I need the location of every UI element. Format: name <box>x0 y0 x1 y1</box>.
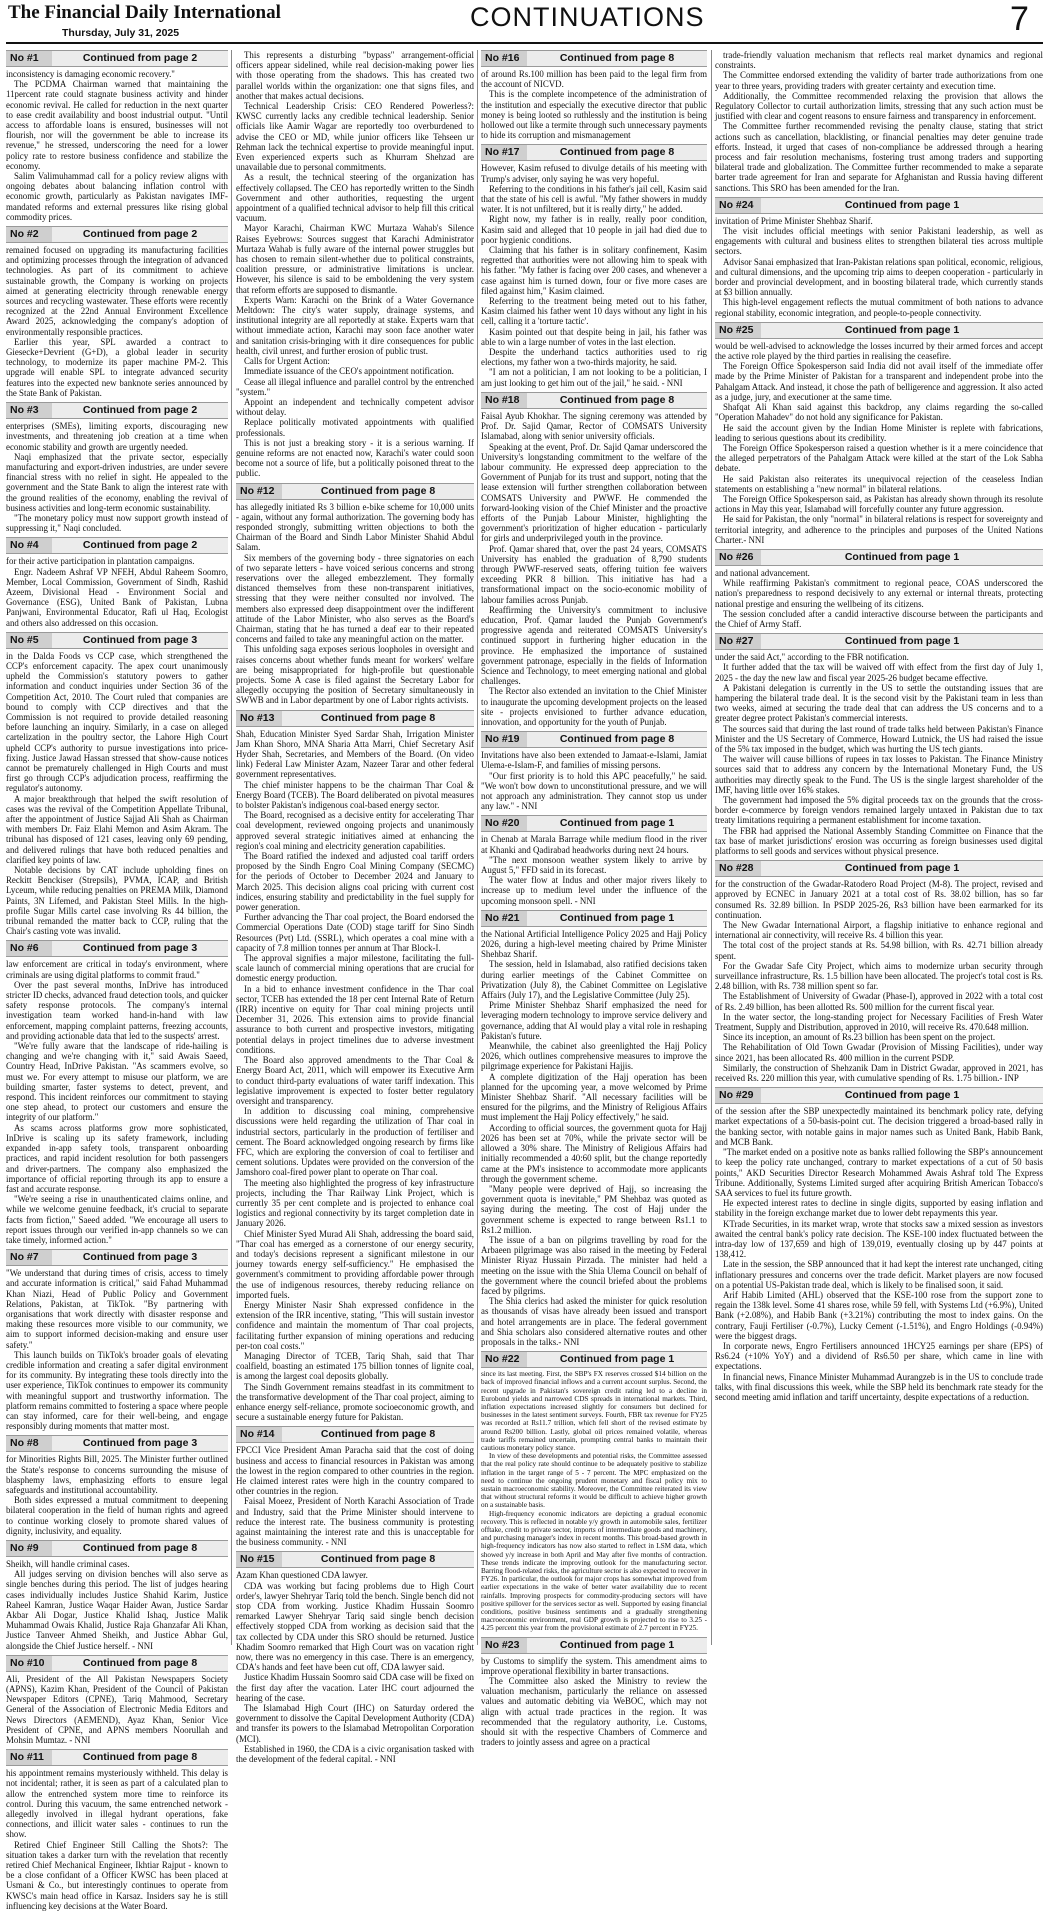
article-paragraph: Immediate issuance of the CEO's appointment notification. <box>244 366 454 377</box>
continuation-header <box>715 322 1043 339</box>
article-continuation <box>481 392 707 727</box>
article-paragraph: Meanwhile, the cabinet also greenlighted the Hajj Policy 2026, which outlines comprehensive measures to improve the pilgrimage experience for Pakistani Hajjis. <box>481 1041 707 1072</box>
column-3 <box>481 50 707 1748</box>
article-continuation <box>6 1655 228 1745</box>
article-paragraph: Established in 1960, the CDA is a civic organisation tasked with the development of the federal capital. - NNI <box>236 1743 474 1765</box>
column-divider <box>711 50 712 1645</box>
continuation-title: Continued from page 8 <box>559 146 675 159</box>
continuation-header <box>236 710 474 727</box>
continuation-title: Continued from page 1 <box>844 198 960 211</box>
continuation-header <box>236 1551 474 1568</box>
article-paragraph: Sheikh, will handle criminal cases. <box>6 1559 130 1569</box>
article-paragraph: has allegedly initiated Rs 3 billion e-bike scheme for 10,000 units - again, without any formal authorization. The governing body has responded strongly, submitting written objections to both the Chairman of the Board and Sindh Labor Minister Shahid Abdul Salam. <box>236 501 474 553</box>
continuation-number: No #27 <box>715 634 761 649</box>
continuation-header <box>715 1087 1043 1104</box>
continuation-title: Continued from page 1 <box>844 550 960 563</box>
article-paragraph: Technical Leadership Crisis: CEO Rendered Powerless?: KWSC currently lacks any credible technical leadership. Senior officials like Aamir Wagar are reportedly too overburdened to advise the CEO or MD, while junior officers like Tehseen ur Rehman lack the technical expertise to provide meaningful input. Even experienced experts such as Khurram Shehzad are unavailable due to personal commitments. <box>236 101 474 173</box>
article-paragraph: for their active participation in plantation campaigns. <box>6 556 195 567</box>
article-paragraph: This high-level engagement reflects the mutual commitment of both nations to advance regional stability, economic integration, and people-to-people connectivity. <box>715 297 1043 318</box>
column-1 <box>6 50 228 1911</box>
article-continuation <box>6 940 228 1245</box>
article-paragraph: Over the past several months, InDrive has introduced stricter ID checks, advanced fraud detection tools, and quicker safety response protocols. The company's internal investigation team worked hand-in-hand with law enforcement, mapping complaint patterns, freezing accounts, and providing actionable data that led to the suspects' arrest. <box>6 979 228 1041</box>
article-paragraph: While reaffirming Pakistan's commitment to regional peace, COAS underscored the nation's preparedness to respond decisively to any external or internal threats, protecting national prestige and ensuring the wellbeing of its citizens. <box>715 578 1043 609</box>
article-paragraph: for Minorities Rights Bill, 2025. The Minister further outlined the State's response to concerns surrounding the misuse of blasphemy laws, emphasizing efforts to ensure legal safeguards and institutional accountability. <box>6 1454 228 1495</box>
continuation-header <box>6 1249 228 1266</box>
continuation-header <box>715 549 1043 566</box>
continuation-header <box>6 632 228 649</box>
continuation-title: Continued from page 3 <box>82 942 198 955</box>
article-paragraph: FPCCI Vice President Aman Paracha said that the cost of doing business and access to financial resources in Pakistan was among the lowest in the region compared to other countries in the region. He claimed interest rates were high in the country compared to other countries in the region. <box>236 1445 474 1497</box>
article-paragraph: Engr. Nadeem Ashraf VP NFEH, Abdul Raheem Soomro, Member, Local Commission, Government of Sindh, Rashid Azeem, Divisional Head - Environment Social and Governance (ESG), United Bank of Pakistan, Lubna Panjwani, Environmental Educator, Rafi ul Haq, Ecologist and others also addressed on this occasion. <box>6 566 228 628</box>
article-paragraph: This launch builds on TikTok's broader goals of elevating credible information and creating a safer digital environment for its community. By integrating these tools directly into the user experience, TikTok continues to empower its community with meaningful support and trustworthy information. The platform remains committed to fostering a space where people can stay informed, care for their well-being, and engage responsibly during moments that matter most. <box>6 1349 228 1432</box>
continuation-header <box>6 1655 228 1672</box>
article-continuation <box>6 632 228 937</box>
article-paragraph: In addition to discussing coal mining, comprehensive discussions were held regarding the utilization of Thar coal in industrial sectors, particularly in the production of fertiliser and cement. The Board acknowledged ongoing research by firms like FFC, which are exploring the conversion of coal to fertiliser and cement solutions. Updates were provided on the conversion of the Jamshoro coal-fired power plant to operate on Thar coal. <box>236 1106 474 1178</box>
article-paragraph: Reaffirming the University's commitment to inclusive education, Prof. Qamar lauded the Punjab Government's progressive agenda and reiterated COMSATS University's continued support in furthering higher education in the province. He emphasized the importance of sustained government patronage, especially in the fields of Information Science and Technology, to meet emerging national and global challenges. <box>481 604 707 687</box>
article-paragraph: "I am not a politician, I am not looking to be a politician, I am just looking to get him out of the jail," he said. - NNI <box>481 367 707 388</box>
continuation-header <box>715 860 1043 877</box>
article-paragraph: This represents a disturbing "bypass" arrangement-official officers appear sidelined, while real decision-making power lies with those operating from the shadows. This has created two parallel worlds within the organization: one that signs files, and another that makes actual decisions. <box>236 50 474 101</box>
article-paragraph: The sources said that during the last round of trade talks held between Pakistan's Finance Minister and the US Secretary of Commerce, Howard Lutnick, the US had raised the issue of the 5% tax imposed in the budget, which was hurting the US tech giants. <box>715 723 1043 754</box>
article-paragraph: The FBR had apprised the National Assembly Standing Committee on Finance that the tax base of market jurisdictions' erosion was occurring as foreign businesses used digital platforms to sell goods and services without physical presence. <box>715 825 1043 857</box>
continuation-number: No #17 <box>481 145 527 160</box>
article-continuation <box>715 50 1043 193</box>
article-paragraph: He said the account given by the Indian Home Minister is replete with fabrications, leading to serious questions about its credibility. <box>715 422 1043 443</box>
article-paragraph: Mayor Karachi, Chairman KWC Murtaza Wahab's Silence Raises Eyebrows: Sources suggest that Karachi Administrator Murtaza Wahab is fully aware of the internal power struggles but has chosen to remain silent-whether due to political constraints, coalition pressure, or administrative limitations is unclear. However, his silence is said to be emboldening the very system that reform efforts are supposed to dismantle. <box>236 223 474 295</box>
continuation-number: No #5 <box>6 633 52 648</box>
article-paragraph: inconsistency is damaging economic recovery." <box>6 69 175 79</box>
continuation-header <box>6 1749 228 1766</box>
article-paragraph: in Chenab at Marala Barrage while medium flood in the river at Khanki and Qadirabad headworks during next 24 hours. <box>481 834 707 855</box>
article-paragraph: the National Artificial Intelligence Policy 2025 and Hajj Policy 2026, during a high-level meeting chaired by Prime Minister Shehbaz Sharif. <box>481 928 707 960</box>
continuation-title: Continued from page 8 <box>559 393 675 406</box>
continuation-number: No #29 <box>715 1088 761 1103</box>
continuation-number: No #6 <box>6 941 52 956</box>
continuation-number: No #25 <box>715 323 761 338</box>
article-continuation <box>715 197 1043 318</box>
column-divider <box>477 50 478 1645</box>
article-paragraph: "Many people were deprived of Hajj, so increasing the government quota is inevitable," PM Shehbaz was quoted as saying during the meeting. The cost of Hajj under the government scheme is expected to range between Rs1.1 to Rs1.2 million. <box>481 1183 707 1235</box>
article-paragraph: For the Gwadar Safe City Project, which aims to modernize urban security through surveillance infrastructure, Rs. 1.5 billion have been allocated. The project's total cost is Rs. 2.48 billion, with Rs. 738 million spent so far. <box>715 960 1043 992</box>
column-4 <box>715 50 1043 1645</box>
article-paragraph: The Establishment of University of Gwadar (Phase-I), approved in 2022 with a total cost of Rs. 2.49 billion, has been allotted Rs. 500 million for the current fiscal year. <box>715 991 1043 1012</box>
article-paragraph: Since its inception, an amount of Rs.23 billion has been spent on the project. <box>723 1032 996 1043</box>
article-paragraph: Faisal Ayub Khokhar. The signing ceremony was attended by Prof. Dr. Sajid Qamar, Rector of COMSATS University Islamabad, along with senior university officials. <box>481 410 707 442</box>
article-paragraph: CDA was working but facing problems due to High Court order's, lawyer Shehryar Tariq told the bench. Single bench did not stop CDA from working. Justice Khadim Hussain Soomro remarked Lawyer Shehryar Tariq said single bench decision effectively stopped CDA from working as decision said that the tax collected by CDA under this SRO should be returned. Justice Khadim Soomro remarked that High Court was on vacation right now, there was no emergency in this case. There is an emergency, CDA's hands and feet have been cut off, CDA lawyer said. <box>236 1580 474 1673</box>
continuation-header <box>6 537 228 554</box>
continuation-title: Continued from page 3 <box>82 1251 198 1264</box>
article-continuation <box>6 537 228 627</box>
article-paragraph: "The next monsoon weather system likely to arrive by August 5," FFD said in its forecast. <box>481 854 707 876</box>
article-paragraph: In financial news, Finance Minister Muhammad Aurangzeb is in the US to conclude trade talks, with final discussions this week, while the SBP held its benchmark rate steady for the second meeting amid inflation and tariff uncertainty, despite expectations of a reduction. <box>715 1371 1043 1402</box>
article-paragraph: Further advancing the Thar coal project, the Board endorsed the Commercial Operations Date (COD) stage tariff for Sino Sindh Resources (Pvt) Ltd. (SSRL), which operates a coal mine with a capacity of 7.8 million tonnes per annum at Thar Block-I. <box>236 912 474 953</box>
continuation-title: Continued from page 8 <box>320 1428 436 1441</box>
continuation-number: No #28 <box>715 861 761 876</box>
article-paragraph: Claiming that his father is in solitary confinement, Kasim regretted that authorities were not allowing him to speak with his father. "My father is facing over 200 cases, and whenever a case against him is turned down, four or five more cases are filed against him," Kasim claimed. <box>481 245 707 296</box>
article-paragraph: The Rector also extended an invitation to the Chief Minister to inaugurate the upcoming development projects on the leased site - projects envisioned to further advance education, innovation, and opportunity for the youth of Punjab. <box>481 686 707 727</box>
article-continuation <box>481 815 707 905</box>
article-paragraph: According to official sources, the government quota for Hajj 2026 has been set at 70%, while the private sector will be allowed a 30% share. The Ministry of Religious Affairs had initially recommended a 40:60 split, but the change reportedly came at the PM's insistence to accommodate more applicants through the government scheme. <box>481 1122 707 1184</box>
article-paragraph: The Foreign Office Spokesperson said, as Pakistan has already shown through its resolute actions in May this year, Islamabad will forcefully counter any future aggression. <box>715 493 1043 515</box>
article-paragraph: Advisor Sanai emphasized that Iran-Pakistan relations span political, economic, religious, and cultural dimensions, and the upcoming trip aims to deepen cooperation - particularly in border and provincial development, and in boosting bilateral trade, which currently stands at $3 billion annually. <box>715 256 1043 298</box>
article-paragraph: law enforcement are critical in today's environment, where criminals are using digital platforms to commit fraud." <box>6 959 228 980</box>
article-paragraph: Notable decisions by CAT include upholding fines on Reckitt Benckiser (Strepsils), PVMA, ICAP, and British Lyceum, while reducing penalties on PREMA Milk, Diamond Paints, 3N Lifemed, and Pakistan Steel Mills. In the high-profile Sugar Mills cartel case involving Rs 44 billion, the tribunal remanded the matter back to CCP, ruling that the Chair's casting vote was invalid. <box>6 865 228 937</box>
article-continuation <box>715 860 1043 1083</box>
article-paragraph: "The market ended on a positive note as banks rallied following the SBP's announcement to keep the policy rate unchanged, contrary to market expectations of a cut of 50 basis points," AKD Securities Director Research Mohammed Awais Ashraf told The Express Tribune. Additionally, Systems Limited surged after acquiring British American Tobacco's SAA services to fuel its future growth. <box>715 1147 1043 1198</box>
article-paragraph: All judges serving on division benches will also serve as single benches during this period. The list of judges hearing cases individually includes Justice Shahid Karim, Justice Raheel Kamran, Justice Waqar Haider Awan, Justice Sardar Akbar Ali Dogar, Justice Khalid Ishaq, Justice Malik Muhammad Owais Khalid, Justice Raja Ghanzafar Ali Khan, Justice Tanveer Ahmed Sheikh, and Justice Abhar Gul, alongside the Chief Justice herself. - NNI <box>6 1569 228 1651</box>
article-paragraph: Faisal Moeez, President of North Karachi Association of Trade and Industry, said that the Prime Minister should intervene to reduce the interest rate. The business community is protesting against maintaining the interest rate and this is unacceptable for the business community. - NNI <box>236 1496 474 1548</box>
article-paragraph: He expected interest rates to decline in single digits, supported by easing inflation and stability in the foreign exchange market due to lower debt repayments this year. <box>715 1198 1043 1219</box>
continuation-header <box>481 1351 707 1368</box>
article-paragraph: In view of these developments and potential risks, the Committee assessed that the real policy rate should continue to be adequately positive to stabilize inflation in the target range of 5 - 7 percent. The MPC emphasized on the need to continue the ongoing prudent monetary and fiscal policy mix to sustain macroeconomic stability. Moreover, the Committee reiterated its view that without structural reforms it would be difficult to achieve higher growth on a sustainable basis. <box>481 1452 707 1510</box>
article-continuation <box>6 402 228 533</box>
article-paragraph: Referring to the conditions in his father's jail cell, Kasim said that the state of his cell is awful. "My father showers in muddy water. It is not unfiltered, but it is really dirty," he added. <box>481 183 707 215</box>
article-paragraph: by Customs to simplify the system. This amendment aims to improve operational flexibility in barter transactions. <box>481 1655 707 1676</box>
article-paragraph: High-frequency economic indicators are depicting a gradual economic recovery. This is reflected in notable y/y growth in automobile sales, fertilizer offtake, credit to private sector, imports of intermediate goods and machinery, and purchasing manager's index in recent months. This broad-based growth in high-frequency indicators has now also started to reflect in LSM data, which showed y/y increase in both April and May after five months of contraction. These trends indicate the improving outlook for the manufacturing sector. Barring flood-related risks, the agriculture sector is also expected to recover in FY26. In particular, the outlook for major crops has somewhat improved from earlier expectations in the wake of better water availability due to recent rainfalls. Improving prospects for commodity-producing sectors will have positive spillover for the services sector as well. Supported by easing financial conditions, positive business sentiments and a gradually strengthening macroeconomic environment, real GDP growth is projected to rise to 3.25 - 4.25 percent this year from the provisional estimate of 2.7 percent in FY25. <box>481 1509 707 1633</box>
article-paragraph: Calls for Urgent Action: <box>244 356 330 367</box>
page-header <box>0 0 1049 44</box>
continuation-title: Continued from page 2 <box>82 228 198 241</box>
article-paragraph: his appointment remains mysteriously withheld. This delay is not incidental; rather, it is seen as part of a calculated plan to allow the entrenched system more time to reinforce its control. During this vacuum, the same entrenched network - allegedly involved in illegal hydrant operations, fake connections, and illicit water sales - continues to run the show. <box>6 1768 228 1840</box>
article-paragraph: and national advancement. <box>715 567 810 578</box>
continuation-title: Continued from page 8 <box>320 711 436 724</box>
continuation-number: No #11 <box>6 1750 52 1765</box>
article-paragraph: Referring to the treatment being meted out to his father, Kasim claimed his father went 10 days without any light in his cell, calling it a 'torture tactic'. <box>481 296 707 327</box>
continuation-title: Continued from page 8 <box>82 1656 198 1669</box>
article-paragraph: remained focused on upgrading its manufacturing facilities and optimizing processes through the integration of advanced technologies. As part of its commitment to achieve sustainable growth, the Company is working on projects aimed at generating electricity through renewable energy sources and recycling wastewater. These efforts were recently recognized at the 22nd Annual Environment Excellence Award 2025, acknowledging the company's adoption of environmentally responsible practices. <box>6 245 228 337</box>
continuation-header <box>6 226 228 243</box>
article-paragraph: Similarly, the construction of Shehzanik Dam in District Gwadar, approved in 2021, has received Rs. 220 million this year, with cumulative spending of Rs. 1.75 billion.- INP <box>715 1062 1043 1084</box>
article-paragraph: A complete digitization of the Hajj operation has been planned for the upcoming year, a move welcomed by Prime Minister Shehbaz Sharif. "All necessary facilities will be ensured for the pilgrims, and the Ministry of Religious Affairs must implement the Hajj Policy effectively," he said. <box>481 1071 707 1123</box>
article-paragraph: trade-friendly valuation mechanism that reflects real market dynamics and regional constraints. <box>715 50 1043 71</box>
continuation-header <box>6 50 228 67</box>
continuation-header <box>481 815 707 832</box>
continuation-header <box>715 633 1043 650</box>
continuation-header <box>481 392 707 409</box>
continuation-number: No #9 <box>6 1541 52 1556</box>
article-paragraph: for the construction of the Gwadar-Ratodero Road Project (M-8). The project, revised and approved by ECNEC in January 2021 at a total cost of Rs. 38.02 billion, has so far consumed Rs. 32.89 billion. In PSDP 2025-26, Rs3 billion have been earmarked for its continuation. <box>715 879 1043 920</box>
article-paragraph: The issue of a ban on pilgrims travelling by road for the Arbaeen pilgrimage was also raised in the meeting by Federal Minister Riyaz Hussain Pirzada. The minister had held a meeting on the issue with the Shia Ulema Council on behalf of the government where the council briefed about the problems faced by pilgrims. <box>481 1234 707 1296</box>
article-paragraph: The visit includes official meetings with senior Pakistani leadership, as well as engagements with cultural and business elites to strengthen bilateral ties across multiple sectors. <box>715 226 1043 257</box>
continuation-number: No #13 <box>236 711 282 726</box>
article-continuation <box>715 1087 1043 1402</box>
article-paragraph: "We're fully aware that the landscape of ride-hailing is changing and we're changing with it," said Awais Saeed, Country Head, InDrive Pakistan. "As scammers evolve, so must we. For every attempt to misuse our platform, we are building smarter, faster systems to detect, prevent, and respond. This incident reinforces our commitment to staying one step ahead, to protect our customers and ensure the integrity of our platform." <box>6 1041 228 1123</box>
article-paragraph: Both sides expressed a mutual commitment to deepening bilateral cooperation in the field of human rights and agreed to continue working closely to promote shared values of dignity, inclusivity, and equality. <box>6 1495 228 1536</box>
article-paragraph: Speaking at the event, Prof. Dr. Sajid Qamar underscored the University's longstanding commitment to the welfare of the labour community. He expressed deep appreciation to the Government of Punjab for its trust and support, noting that the lease extension will further strengthen collaboration between COMSATS University and PWWF. He commended the forward-looking vision of the Chief Minister and the proactive efforts of the Punjab Labour Minister, highlighting the government's prioritization of higher education - particularly for girls and underprivileged youth in the province. <box>481 441 707 544</box>
continuation-title: Continued from page 2 <box>82 404 198 417</box>
issue-date: Thursday, July 31, 2025 <box>62 27 180 39</box>
article-paragraph: KTrade Securities, in its market wrap, wrote that stocks saw a mixed session as investors awaited the central bank's policy rate decision. The KSE-100 index fluctuated between the intra-day low of 137,659 and high of 139,019, eventually closing up by 447 points at 138,412. <box>715 1218 1043 1260</box>
article-paragraph: Appoint an independent and technically competent advisor without delay. <box>236 396 474 418</box>
continuation-title: Continued from page 3 <box>82 633 198 646</box>
article-paragraph: The meeting also highlighted the progress of key infrastructure projects, including the Thar Railway Link Project, which is currently 35 per cent complete and is projected to enhance coal logistics and regional connectivity by its target completion date in January 2026. <box>236 1177 474 1229</box>
continuation-title: Continued from page 2 <box>82 539 198 552</box>
continuation-header <box>6 1540 228 1557</box>
article-paragraph: Arif Habib Limited (AHL) observed that the KSE-100 rose from the support zone to regain the 138k level. Some 41 shares rose, while 59 fell, with Systems Ltd (+6.9%), United Bank (+2.08%), and Habib Bank (+3.21%) contributing the most to index gains. On the contrary, Fauji Fertiliser (-0.7%), Lucky Cement (-1.51%), and Engro Holdings (-0.94%) were the biggest drags. <box>715 1289 1043 1341</box>
article-paragraph: would be well-advised to acknowledge the losses incurred by their armed forces and accept the active role played by the third parties in realising the ceasefire. <box>715 340 1043 362</box>
continuation-header <box>6 1435 228 1452</box>
continuation-title: Continued from page 1 <box>844 323 960 336</box>
continuation-title: Continued from page 3 <box>82 1437 198 1450</box>
continuation-number: No #3 <box>6 403 52 418</box>
continuation-number: No #16 <box>481 51 527 66</box>
article-continuation <box>481 1351 707 1633</box>
article-continuation <box>481 1637 707 1748</box>
continuation-number: No #21 <box>481 911 527 926</box>
continuation-title: Continued from page 1 <box>559 1638 675 1651</box>
continuation-header <box>481 1637 707 1654</box>
continuation-title: Continued from page 1 <box>559 1353 675 1366</box>
continuation-title: Continued from page 8 <box>320 484 436 497</box>
article-paragraph: The Committee also asked the Ministry to review the valuation mechanism, particularly the reliance on assessed values and automatic debiting via WeBOC, which may not align with actual trade practices in the region. It was recommended that the regulatory authority, i.e. Customs, should sit with the respective Chambers of Commerce and traders to jointly assess and agree on a practical <box>481 1676 707 1748</box>
article-paragraph: Retired Chief Engineer Still Calling the Shots?: The situation takes a darker turn with the revelation that recently retired Chief Mechanical Engineer, Ikhtiar Rajput - known to be a close confidant of a Officer KWSC has been placed at Usmani & Co., but interestingly continues to operate from KWSC's main head office in Karsaz. Insiders say he is still influencing key decisions at the Water Board. <box>6 1839 228 1911</box>
article-continuation <box>715 549 1043 629</box>
article-paragraph: "Our first priority is to hold this APC peacefully," he said. "We won't bow down to unconstitutional pressure, and we will not approach any administration. They cannot stop us under any law." - NNI <box>481 770 707 812</box>
article-continuation <box>236 1551 474 1764</box>
article-paragraph: The session, held in Islamabad, also ratified decisions taken during earlier meetings of the Cabinet Committee on Privatization (July 8), the Cabinet Committee on Legislative Affairs (July 17), and the Legislative Committee (July 25). <box>481 959 707 1001</box>
article-paragraph: It further added that the tax will be waived off with effect from the first day of July 1, 2025 - the day the new law and fiscal year 2025-26 budget became effective. <box>715 662 1043 683</box>
article-paragraph: This is not just a breaking story - it is a serious warning. If genuine reforms are not enacted now, Karachi's water could soon become not a source of life, but a politically poisoned threat to the public. <box>236 437 474 479</box>
article-paragraph: This is the complete incompetence of the administration of the institution and especially the executive director that public money is being looted so ruthlessly and the institution is being hollowed out like a termite through such unnecessary payments to hide its corruption and mismanagement <box>481 89 707 141</box>
article-paragraph: The Foreign Office Spokesperson said India did not avail itself of the immediate offer made by the Prime Minister of Pakistan for a transparent and independent probe into the Pahalgam Attack. And instead, it chose the path of belligerence and aggression. It also acted as a judge, jury, and executioner at the same time. <box>715 361 1043 402</box>
continuation-number: No #2 <box>6 227 52 242</box>
continuation-title: Continued from page 8 <box>320 1553 436 1566</box>
article-paragraph: Right now, my father is in really, really poor condition, Kasim said and alleged that 10 people in jail had died due to poor hygienic conditions. <box>481 214 707 245</box>
article-paragraph: The Sindh Government remains steadfast in its commitment to the transformative development of the Thar coal project, aiming to enhance energy self-reliance, promote socioeconomic growth, and secure a sustainable energy future for Pakistan. <box>236 1381 474 1423</box>
article-paragraph: Despite the underhand tactics authorities used to rig elections, my father won a two-thirds majority, he said. <box>481 347 707 368</box>
article-continuation <box>715 322 1043 545</box>
article-paragraph: The Board ratified the indexed and adjusted coal tariff orders proposed by the Sindh Engro Coal Mining Company (SECMC) for the periods of October to December 2024 and January to March 2025. This decision aligns coal pricing with current cost indices, ensuring stability and predictability in the fuel supply for power generation. <box>236 851 474 913</box>
continuation-header <box>481 910 707 927</box>
article-paragraph: The Committee further recommended revising the penalty clause, stating that strict actions such as cancellation, blacklisting, or financial penalties may deter genuine trade efforts. Instead, it urged that cases of non-compliance be addressed through a hearing process and fair resolution mechanisms, fostering trust among traders and supporting bilateral trade and globalization. The Committee further recommended to make a separate barter trade agreement for Iran and separate for Afghanistan and Russia having different sanctions. This SRO has been amended for the Iran. <box>715 121 1043 193</box>
article-paragraph: The Islamabad High Court (IHC) on Saturday ordered the government to dissolve the Capital Development Authority (CDA) and transfer its powers to the Islamabad Metropolitan Corporation (MCI). <box>236 1703 474 1744</box>
article-paragraph: since its last meeting. First, the SBP's FX reserves crossed $14 billion on the back of improved financial inflows and a current account surplus. Second, the recent upgrade in Pakistan's sovereign credit rating led to a decline in Eurobond yields and narrowed CDS spreads in international markets. Third, inflation expectations increased slightly for consumers but declined for businesses in the latest sentiment surveys. Fourth, FBR tax revenue for FY25 was recorded at Rs11.7 trillion, which fell short of the revised estimate by around Rs200 billion. Lastly, global oil prices remained volatile, whereas trade tariffs remained uncertain, prompting central banks to maintain their cautious monetary policy stance. <box>481 1370 707 1452</box>
continuation-number: No #23 <box>481 1638 527 1653</box>
article-paragraph: In a bid to enhance investment confidence in the Thar coal sector, TCEB has extended the 18 per cent Internal Rate of Return (IRR) incentive on equity for Thar coal mining projects until December 31, 2026. This extension aims to provide financial assurance to both current and prospective investors, mitigating potential delays in project timelines due to adverse investment conditions. <box>236 983 474 1055</box>
article-paragraph: invitation of Prime Minister Shehbaz Sharif. <box>715 215 873 226</box>
article-paragraph: A major breakthrough that helped the swift resolution of cases was the revival of the Competition Appellate Tribunal, after the appointment of Justice Sajjad Ali Shah as Chairman with members Dr. Faiz Elahi Memon and Asim Akram. The tribunal has disposed of 121 cases, leaving only 69 pending, and delivered rulings that have both reduced penalties and clarified key points of law. <box>6 793 228 865</box>
article-paragraph: Managing Director of TCEB, Tariq Shah, said that Thar coalfield, boasting an estimated 175 billion tonnes of lignite coal, is among the largest coal deposits globally. <box>236 1350 474 1382</box>
article-continuation <box>481 731 707 811</box>
article-paragraph: Cease all illegal influence and parallel control by the entrenched "system." <box>236 376 474 397</box>
article-continuation <box>6 1435 228 1536</box>
article-paragraph: The Board, recognised as a decisive entity for accelerating Thar coal development, reviewed ongoing projects and unanimously approved several strategic initiatives aimed at enhancing the region's coal mining and electricity generation capabilities. <box>236 810 474 851</box>
article-continuation <box>6 226 228 398</box>
continuation-number: No #12 <box>236 484 282 499</box>
continuation-title: Continued from page 1 <box>844 635 960 648</box>
continuation-number: No #15 <box>236 1552 282 1567</box>
article-paragraph: As a result, the technical steering of the organization has effectively collapsed. The CEO has reportedly written to the Sindh Government and other authorities, requesting the urgent appointment of a qualified technical advisor to help fill this critical vacuum. <box>236 172 474 224</box>
article-paragraph: of around Rs.100 million has been paid to the legal firm from the account of NICVD. <box>481 69 707 90</box>
article-continuation <box>6 50 228 222</box>
article-paragraph: "We're seeing a rise in unauthenticated claims online, and while we welcome genuine feedback, it's crucial to separate facts from fiction," Saeed added. "We encourage all users to report issues through our verified in-app channels so we can take timely, informed action." <box>6 1194 228 1245</box>
article-paragraph: enterprises (SMEs), limiting exports, discouraging new investments, and threatening job creation at a time when economic stability and growth are urgently needed. <box>6 421 228 452</box>
continuation-title: Continued from page 1 <box>844 862 960 875</box>
continuation-number: No #1 <box>6 51 52 66</box>
continuation-title: Continued from page 1 <box>559 911 675 924</box>
column-2 <box>236 50 474 1765</box>
article-continuation <box>236 50 474 479</box>
article-paragraph: The Shia clerics had asked the minister for quick resolution as thousands of visas have already been issued and transport and hotel arrangements are in place. The federal government and Shia scholars also considered alternative routes and other proposals in the talks.- NNI <box>481 1296 707 1347</box>
continuation-number: No #19 <box>481 732 527 747</box>
article-paragraph: "The monetary policy must now support growth instead of suppressing it," Naqi concluded. <box>6 512 228 534</box>
continuation-number: No #20 <box>481 816 527 831</box>
page-number: 7 <box>1010 0 1029 38</box>
article-continuation <box>236 483 474 706</box>
continuation-title: Continued from page 8 <box>82 1751 198 1764</box>
continuation-header <box>481 50 707 67</box>
article-paragraph: The chief minister happens to be the chairman Thar Coal & Energy Board (TCEB). The Board deliberated on pivotal measures to bolster Pakistan's indigenous coal-based energy sector. <box>236 779 474 811</box>
article-paragraph: Naqi emphasized that the private sector, especially manufacturing and export-driven industries, are under severe financial stress with no relief in sight. He appealed to the government and the State Bank to align the interest rate with the ground realities of the economy, enabling the revival of business activities and long-term economic sustainability. <box>6 451 228 513</box>
article-paragraph: The approval signifies a major milestone, facilitating the full-scale launch of commercial mining operations that are crucial for domestic energy production. <box>236 953 474 984</box>
article-paragraph: Experts Warn: Karachi on the Brink of a Water Governance Meltdown: The city's water supply, drainage systems, and institutional integrity are all reportedly at stake. Experts warn that without immediate action, Karachi may soon face another water and sanitation crisis-bringing with it dire consequences for public health, civil unrest, and further erosion of public trust. <box>236 294 474 356</box>
article-continuation <box>6 1749 228 1911</box>
article-paragraph: Ali, President of the All Pakistan Newspapers Society (APNS), Kazim Khan, President of the Council of Pakistan Newspaper Editors (CPNE), Tariq Mahmood, Secretary General of the Association of Electronic Media Editors and News Directors (AEMEND), Ayaz Khan, Senior Vice President of CPNE, and APNS members Noorullah and Mohsin Mumtaz. - NNI <box>6 1673 228 1746</box>
article-paragraph: Additionally, the Committee recommended relaxing the provision that allows the Regulatory Collector to curtail authorization limits, stressing that any such action must be justified with clear and cogent reasons to ensure fairness and transparency in enforcement. <box>715 90 1043 122</box>
article-paragraph: Salim Valimuhammad call for a policy review aligns with ongoing debates about balancing inflation control with economic growth, particularly as Pakistan navigates IMF-mandated reforms and external pressures like rising global commodity prices. <box>6 171 228 222</box>
article-continuation <box>6 1540 228 1651</box>
continuation-number: No #14 <box>236 1427 282 1442</box>
continuation-header <box>715 197 1043 214</box>
article-paragraph: The Rehabilitation of Old Town Gwadar (Provision of Missing Facilities), under way since 2021, has been allocated Rs. 400 million in the current PSDP. <box>715 1042 1043 1063</box>
article-paragraph: Shah, Education Minister Syed Sardar Shah, Irrigation Minister Jam Khan Shoro, MNA Sharia Atta Marri, Chief Secretary Asif Hyder Shah, Secretaries, and Members of the Board. (On video link) Federal Law Minister Azam, Nazeer Tarar and other federal government representatives. <box>236 728 474 780</box>
article-paragraph: Kasim pointed out that despite being in jail, his father was able to win a large number of votes in the last election. <box>481 326 707 347</box>
continuation-title: Continued from page 1 <box>844 1089 960 1102</box>
article-paragraph: The New Gwadar International Airport, a flagship initiative to enhance regional and international air connectivity, will receive Rs. 4 billion this year. <box>715 920 1043 941</box>
article-paragraph: Shafqat Ali Khan said against this backdrop, any claims regarding the so-called "Operation Mahadev" do not hold any significance for Pakistan. <box>715 402 1043 423</box>
article-paragraph: Invitations have also been extended to Jamaat-e-Islami, Jamiat Ulema-e-Islam-F, and families of missing persons. <box>481 750 707 771</box>
continuation-number: No #8 <box>6 1436 52 1451</box>
article-paragraph: He said for Pakistan, the only "normal" in bilateral relations is respect for sovereignty and territorial integrity, and adherence to the principles and purposes of the United Nations Charter.- NNI <box>715 514 1043 545</box>
article-paragraph: under the said Act," according to the FBR notification. <box>715 652 909 663</box>
continuation-number: No #24 <box>715 198 761 213</box>
continuation-number: No #26 <box>715 550 761 565</box>
article-paragraph: Six members of the governing body - three signatories on each of two separate letters - have voiced serious concerns and strong reservations over the alleged embezzlement. They formally distanced themselves from these non-transparent initiatives, stressing that they were neither consulted nor involved. The members also expressed deep disappointment over the indifferent attitude of the Labor Minister, who also serves as the Board's Chairman, stating that he has turned a deaf ear to their repeated concerns and failed to take any meaningful action on the matter. <box>236 552 474 645</box>
article-paragraph: The PCDMA Chairman warned that maintaining the 11percent rate could stagnate business activity and hinder economic revival. He called for reduction in the next quarter to ease credit availability and boost industrial output. "Until access to affordable loans is ensured, businesses will not flourish, nor will the government be able to increase its revenue," he stressed, underscoring the need for a lower policy rate to restore business confidence and stabilize the economy. <box>6 79 228 171</box>
article-paragraph: "We understand that during times of crisis, access to timely and accurate information is critical," said Fahad Muhammad Khan Niazi, Head of Public Policy and Government Relations, Pakistan, at TikTok. "By partnering with organisations that work directly with disaster response and making these resources more visible to our community, we aim to support informed decision-making and ensure user safety." <box>6 1268 228 1350</box>
article-paragraph: Chief Minister Syed Murad Ali Shah, addressing the board said, "Thar coal has emerged as a cornerstone of our energy security, and today's decisions represent a significant milestone in our journey towards energy self-sufficiency." He emphasised the government's commitment to providing affordable power through the use of indigenous resources, thereby reducing reliance on imported fuels. <box>236 1228 474 1300</box>
article-paragraph: As scams across platforms grow more sophisticated, InDrive is scaling up its safety framework, including expanded in-app safety tools, transparent onboarding practices, and rapid incident resolution for both passengers and driver-partners. The company also emphasized the importance of official reporting through its app to ensure a fast and accurate response. <box>6 1122 228 1194</box>
article-paragraph: Justice Khadim Hussain Soomro said CDA case will be fixed on the first day after the vacation. Later IHC court adjourned the hearing of the case. <box>236 1672 474 1703</box>
article-continuation <box>6 1249 228 1431</box>
continuation-number: No #7 <box>6 1250 52 1265</box>
article-paragraph: In corporate news, Engro Fertilisers announced 1HCY25 earnings per share (EPS) of Rs6.24 (+10% YoY) and a dividend of Rs6.50 per share, which came in line with expectations. <box>715 1340 1043 1372</box>
article-paragraph: Late in the session, the SBP announced that it had kept the interest rate unchanged, citing inflationary pressures and concerns over the trade deficit. Market players are now focused on a potential US-Pakistan trade deal, which is likely to be finalised soon, it said. <box>715 1259 1043 1290</box>
article-paragraph: in the Dalda Foods vs CCP case, which strengthened the CCP's enforcement capacity. The apex court unanimously upheld the Commission's statutory powers to gather information and conduct inquiries under Section 36 of the Competition Act, 2010. The Court ruled that companies are bound to comply with CCP directives and that the Commission is not required to provide detailed reasoning before launching an inquiry. Similarly, in a case on alleged cartelization in the poultry sector, the Lahore High Court upheld CCP's authority to pursue investigations into price-fixing. Justice Jawad Hassan stressed that show-cause notices cannot be prematurely challenged in High Courts and must first go through CCP's adjudication process, reaffirming the regulator's autonomy. <box>6 650 228 794</box>
article-paragraph: The Foreign Office Spokesperson raised a question whether is it a mere coincidence that the alleged perpetrators of the Pahalgam Attack were killed at the start of the Lok Sabha debate. <box>715 442 1043 474</box>
article-paragraph: The Committee endorsed extending the validity of barter trade authorizations from one year to three years, providing traders with greater certainty and execution time. <box>715 70 1043 91</box>
continuation-number: No #10 <box>6 1656 52 1671</box>
article-paragraph: In the water sector, the long-standing project for Necessary Facilities of Fresh Water Treatment, Supply and Distribution, approved in 2010, will receive Rs. 470.648 million. <box>715 1011 1043 1033</box>
article-paragraph: This unfolding saga exposes serious loopholes in oversight and raises concerns about whether funds meant for workers' welfare are being misappropriated for high-profile but questionable projects. Some A case is filed against the Secretary Labor for allegedly occupying the position of Secretary simultaneously in SWWB and in Labor department by one of Labor rights activists. <box>236 644 474 706</box>
continuation-header <box>6 940 228 957</box>
article-paragraph: Prime Minister Shehbaz Sharif emphasized the need for leveraging modern technology to improve service delivery and governance, adding that AI would play a vital role in reshaping Pakistan's future. <box>481 1000 707 1041</box>
continuation-title: Continued from page 8 <box>559 733 675 746</box>
continuation-header <box>481 144 707 161</box>
article-continuation <box>715 633 1043 856</box>
masthead-title: The Financial Daily International <box>8 2 281 23</box>
article-paragraph: The Board also approved amendments to the Thar Coal & Energy Board Act, 2011, which will empower its Executive Arm to conduct third-party evaluations of water tariff indexation. This legislative improvement is expected to foster better regulatory oversight and transparency. <box>236 1055 474 1106</box>
article-continuation <box>481 910 707 1347</box>
article-paragraph: of the session after the SBP unexpectedly maintained its benchmark policy rate, defying market expectations of a 50-basis-point cut. The decision triggered a broad-based rally in the banking sector, with notable gains in major names such as United Bank, Habib Bank, and MCB Bank. <box>715 1106 1043 1147</box>
article-paragraph: Replace politically motivated appointments with qualified professionals. <box>236 417 474 438</box>
continuation-header <box>6 402 228 419</box>
article-paragraph: Azam Khan questioned CDA lawyer. <box>236 1570 368 1581</box>
continuation-title: Continued from page 8 <box>82 1542 198 1554</box>
article-paragraph: The waiver will cause billions of rupees in tax losses to Pakistan. The Finance Ministry sources said that to address any concern by the International Monetary Fund, the US authorities may directly speak to the Fund. The US is the single largest shareholder of the IMF, having little over 16% stakes. <box>715 754 1043 795</box>
section-title: CONTINUATIONS <box>470 2 705 32</box>
continuation-header <box>236 483 474 500</box>
continuation-title: Continued from page 2 <box>82 52 198 64</box>
article-paragraph: Energy Minister Nasir Shah expressed confidence in the extension of the IRR incentive, stating, "This will sustain investor confidence and maintain the momentum of Thar coal projects, facilitating further expansion of mining operations and reducing per-ton coal costs." <box>236 1299 474 1351</box>
continuation-title: Continued from page 1 <box>559 817 675 830</box>
article-continuation <box>236 1426 474 1547</box>
continuation-header <box>481 731 707 748</box>
article-paragraph: The session concluded after a candid interactive discourse between the participants and the Chief of Army Staff. <box>715 608 1043 629</box>
article-paragraph: Prof. Qamar shared that, over the past 24 years, COMSATS University has enabled the graduation of 8,790 students through PWWF-reserved seats, offering tuition fee waivers exceeding PKR 8 billion. This initiative has had a transformational impact on the socio-economic mobility of labour families across Punjab. <box>481 543 707 605</box>
article-continuation <box>481 50 707 140</box>
column-divider <box>231 50 232 1645</box>
article-continuation <box>481 144 707 387</box>
article-paragraph: He said Pakistan also reiterates its unequivocal rejection of the ceaseless Indian statements on establishing a "new normal" in bilateral relations. <box>715 473 1043 494</box>
article-paragraph: Earlier this year, SPL awarded a contract to Giesecke+Devrient (G+D), a global leader in security technology, to modernize its paper machine PM-2. This upgrade will enable SPL to integrate advanced security features into the expected new banknote series announced by the State Bank of Pakistan. <box>6 336 228 398</box>
article-paragraph: However, Kasim refused to divulge details of his meeting with Trump's adviser, only saying he was very hopeful. <box>481 163 707 184</box>
header-rule <box>6 42 1043 44</box>
article-continuation <box>236 710 474 1423</box>
continuation-number: No #22 <box>481 1352 527 1367</box>
article-paragraph: The water flow at Indus and other major rivers likely to increase up to medium level under the influence of the upcoming monsoon spell. - NNI <box>481 875 707 906</box>
article-paragraph: A Pakistani delegation is currently in the US to settle the outstanding issues that are hampering the bilateral trade deal. It is the second visit by the Pakistani team in less than two weeks, aimed at securing the trade deal that can address the US concerns and to a greater degree protect Pakistan's commercial interests. <box>715 682 1043 724</box>
article-paragraph: The total cost of the project stands at Rs. 54.98 billion, with Rs. 42.71 billion already spent. <box>715 940 1043 961</box>
continuation-title: Continued from page 8 <box>559 52 675 64</box>
continuation-number: No #4 <box>6 538 52 553</box>
continuation-header <box>236 1426 474 1443</box>
continuation-number: No #18 <box>481 393 527 408</box>
article-paragraph: The government had imposed the 5% digital proceeds tax on the grounds that the cross-border e-commerce by foreign vendors remained largely untaxed in Pakistan due to tax treaty limitations requiring a permanent establishment for income taxation. <box>715 795 1043 826</box>
